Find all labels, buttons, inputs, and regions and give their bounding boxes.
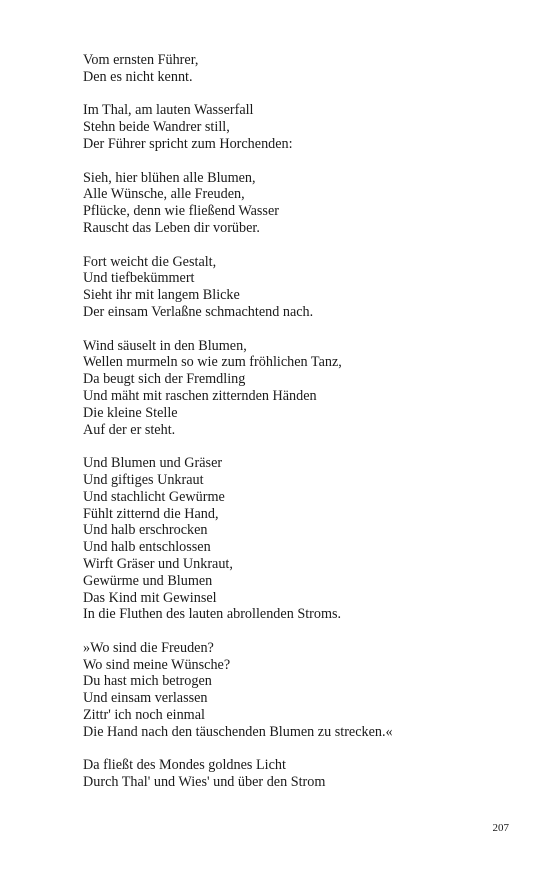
poem-line: Zittr' ich noch einmal bbox=[83, 707, 205, 724]
poem-line: Sieh, hier blühen alle Blumen, bbox=[83, 169, 256, 186]
poem-stanza bbox=[83, 170, 523, 237]
poem-stanza bbox=[83, 455, 523, 623]
poem-line: Wo sind meine Wünsche? bbox=[83, 656, 231, 673]
poem-stanza bbox=[83, 102, 523, 152]
poem-line: Du hast mich betrogen bbox=[83, 673, 212, 690]
poem-line: Der einsam Verlaßne schmachtend nach. bbox=[83, 303, 314, 320]
poem-line: Wind säuselt in den Blumen, bbox=[83, 337, 247, 354]
poem-line: Fort weicht die Gestalt, bbox=[83, 253, 217, 270]
poem-line: Vom ernsten Führer, bbox=[83, 52, 199, 68]
poem-line: Gewürme und Blumen bbox=[83, 572, 213, 589]
poem-line: »Wo sind die Freuden? bbox=[83, 639, 214, 656]
poem-line: Da fließt des Mondes goldnes Licht bbox=[83, 757, 286, 774]
poem-line: Pflücke, denn wie fließend Wasser bbox=[83, 203, 279, 220]
poem-line: Und halb entschlossen bbox=[83, 539, 211, 556]
poem-line: Und stachlicht Gewürme bbox=[83, 488, 225, 505]
page-number: 207 bbox=[492, 822, 509, 834]
poem-line: Der Führer spricht zum Horchenden: bbox=[83, 135, 293, 152]
poem-line: Stehn beide Wandrer still, bbox=[83, 119, 230, 136]
poem-line: Den es nicht kennt. bbox=[83, 68, 193, 85]
poem-line: In die Fluthen des lauten abrollenden Stroms. bbox=[83, 606, 342, 623]
poem-text bbox=[83, 52, 523, 808]
poem-stanza bbox=[83, 254, 523, 321]
poem-line: Und einsam verlassen bbox=[83, 690, 208, 707]
poem-line: Da beugt sich der Fremdling bbox=[83, 371, 246, 388]
poem-stanza bbox=[83, 757, 523, 791]
poem-line: Und halb erschrocken bbox=[83, 522, 208, 539]
poem-line: Wirft Gräser und Unkraut, bbox=[83, 555, 233, 572]
poem-line: Die kleine Stelle bbox=[83, 404, 178, 421]
poem-stanza bbox=[83, 338, 523, 439]
poem-line: Das Kind mit Gewinsel bbox=[83, 589, 217, 606]
poem-line: Alle Wünsche, alle Freuden, bbox=[83, 186, 245, 203]
poem-line: Durch Thal' und Wies' und über den Strom bbox=[83, 774, 326, 791]
poem-line: Und Blumen und Gräser bbox=[83, 455, 223, 472]
poem-line: Rauscht das Leben dir vorüber. bbox=[83, 219, 260, 236]
poem-stanza bbox=[83, 640, 523, 741]
poem-line: Wellen murmeln so wie zum fröhlichen Tanz, bbox=[83, 354, 342, 371]
poem-line: Fühlt zitternd die Hand, bbox=[83, 505, 219, 522]
poem-line: Und mäht mit raschen zitternden Händen bbox=[83, 387, 317, 404]
poem-stanza bbox=[83, 52, 523, 86]
poem-line: Und giftiges Unkraut bbox=[83, 471, 204, 488]
poem-line: Auf der er steht. bbox=[83, 421, 176, 438]
poem-line: Und tiefbekümmert bbox=[83, 270, 195, 287]
poem-line: Sieht ihr mit langem Blicke bbox=[83, 287, 240, 304]
poem-line: Im Thal, am lauten Wasserfall bbox=[83, 102, 254, 119]
poem-line: Die Hand nach den täuschenden Blumen zu strecken.« bbox=[83, 723, 393, 740]
